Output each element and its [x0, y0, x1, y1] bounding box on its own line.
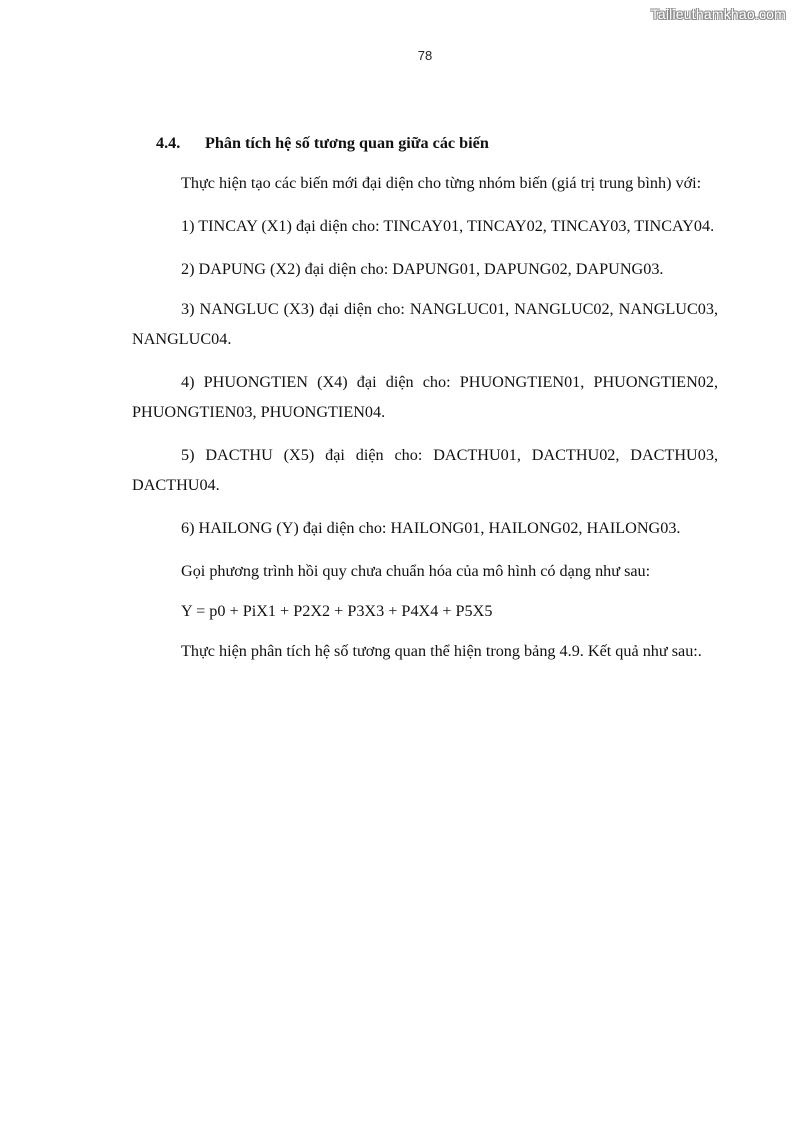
section-title: Phân tích hệ số tương quan giữa các biến	[205, 134, 489, 152]
variable-item-x2: 2) DAPUNG (X2) đại diện cho: DAPUNG01, DAPUNG02, DAPUNG03.	[181, 260, 664, 278]
page-number: 78	[417, 48, 433, 63]
intro-paragraph: Thực hiện tạo các biến mới đại diện cho từng nhóm biến (giá trị trung bình) với:	[181, 174, 702, 192]
section-heading	[156, 131, 718, 155]
variable-item-x1: 1) TINCAY (X1) đại diện cho: TINCAY01, TINCAY02, TINCAY03, TINCAY04.	[181, 217, 715, 235]
watermark: Tailieuthamkhao.com	[650, 6, 786, 22]
regression-equation: Y = p0 + PiX1 + P2X2 + P3X3 + P4X4 + P5X5	[181, 602, 493, 620]
variable-item-x4: 4) PHUONGTIEN (X4) đại diện cho: PHUONGTIEN01, PHUONGTIEN02, PHUONGTIEN03, PHUONGTIEN04.	[132, 373, 718, 421]
document-body	[132, 131, 718, 679]
variable-item-x3: 3) NANGLUC (X3) đại diện cho: NANGLUC01, NANGLUC02, NANGLUC03, NANGLUC04.	[132, 300, 718, 348]
variable-item-y: 6) HAILONG (Y) đại diện cho: HAILONG01, HAILONG02, HAILONG03.	[181, 519, 681, 537]
variable-item-x5: 5) DACTHU (X5) đại diện cho: DACTHU01, DACTHU02, DACTHU03, DACTHU04.	[132, 446, 718, 494]
section-number: 4.4.	[156, 134, 181, 152]
regression-intro: Gọi phương trình hồi quy chưa chuẩn hóa của mô hình có dạng như sau:	[181, 562, 651, 580]
correlation-paragraph: Thực hiện phân tích hệ số tương quan thể hiện trong bảng 4.9. Kết quả như sau:.	[181, 642, 702, 660]
